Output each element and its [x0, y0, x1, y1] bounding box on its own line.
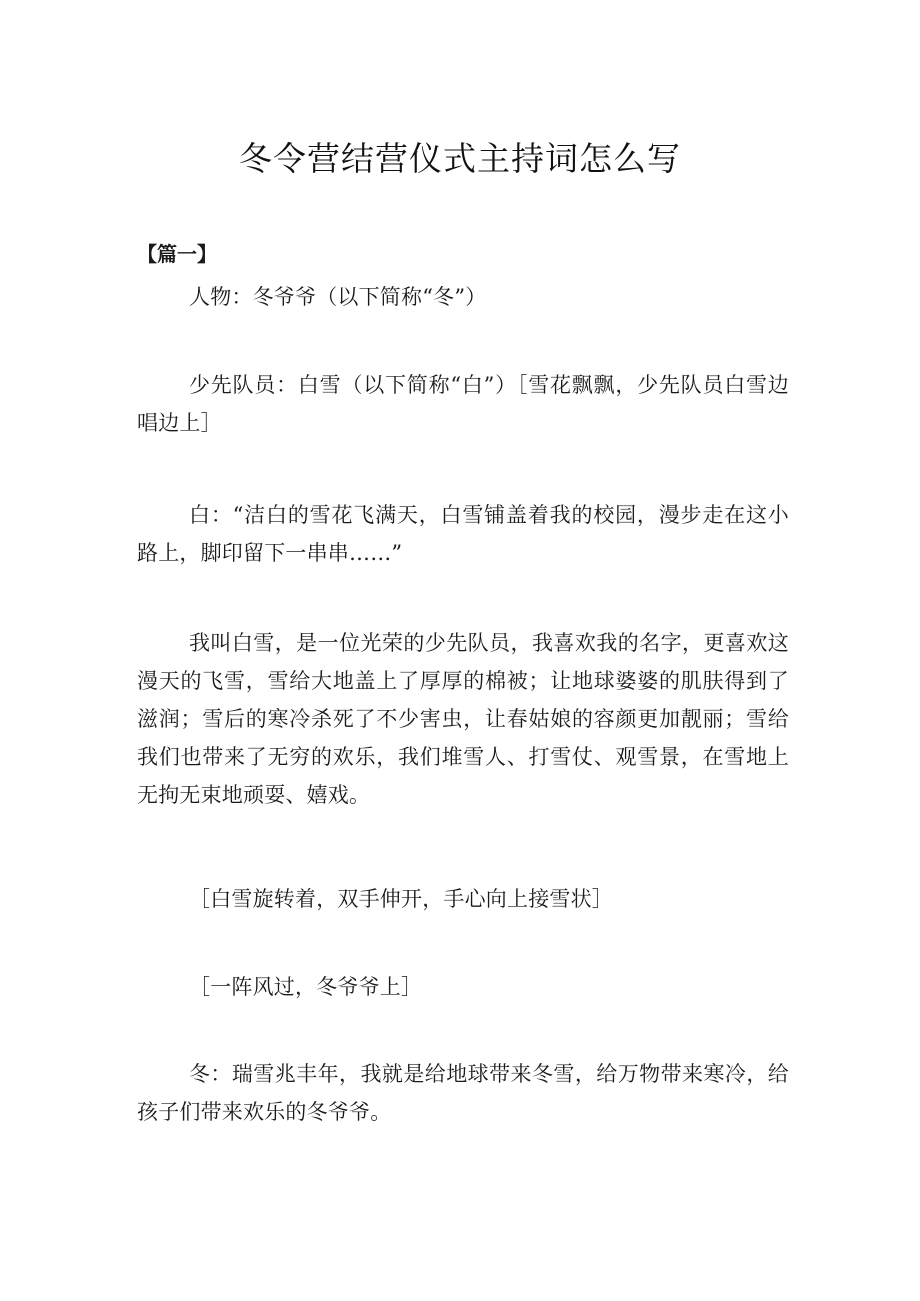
paragraph-winter-speech: 冬：瑞雪兆丰年，我就是给地球带来冬雪，给万物带来寒冷，给孩子们带来欢乐的冬爷爷。 — [137, 1062, 789, 1124]
paragraph-baixue-song: 白：“洁白的雪花飞满天，白雪铺盖着我的校园，漫步走在这小路上，脚印留下一串串……” — [137, 503, 789, 565]
section-heading: 【篇一】 — [137, 242, 217, 266]
paragraph-stage-direction-wind: ［一阵风过，冬爷爷上］ — [189, 975, 423, 999]
document-title: 冬令营结营仪式主持词怎么写 — [239, 139, 681, 178]
paragraph-stage-direction-spin: ［白雪旋转着，双手伸开，手心向上接雪状］ — [189, 887, 613, 911]
paragraph-characters-winter: 人物：冬爷爷（以下简称“冬”） — [189, 285, 487, 309]
paragraph-baixue-intro: 我叫白雪，是一位光荣的少先队员，我喜欢我的名字，更喜欢这漫天的飞雪，雪给大地盖上了厚厚的棉被；让地球婆婆的肌肤得到了滋润；雪后的寒冷杀死了不少害虫，让春姑娘的容颜更加靓丽；雪给我们也带来了无穷的欢乐，我们堆雪人、打雪仗、观雪景，在雪地上无拘无束地顽耍、嬉戏。 — [137, 631, 789, 807]
paragraph-characters-baixue: 少先队员：白雪（以下简称“白”）［雪花飘飘，少先队员白雪边唱边上］ — [137, 373, 789, 435]
